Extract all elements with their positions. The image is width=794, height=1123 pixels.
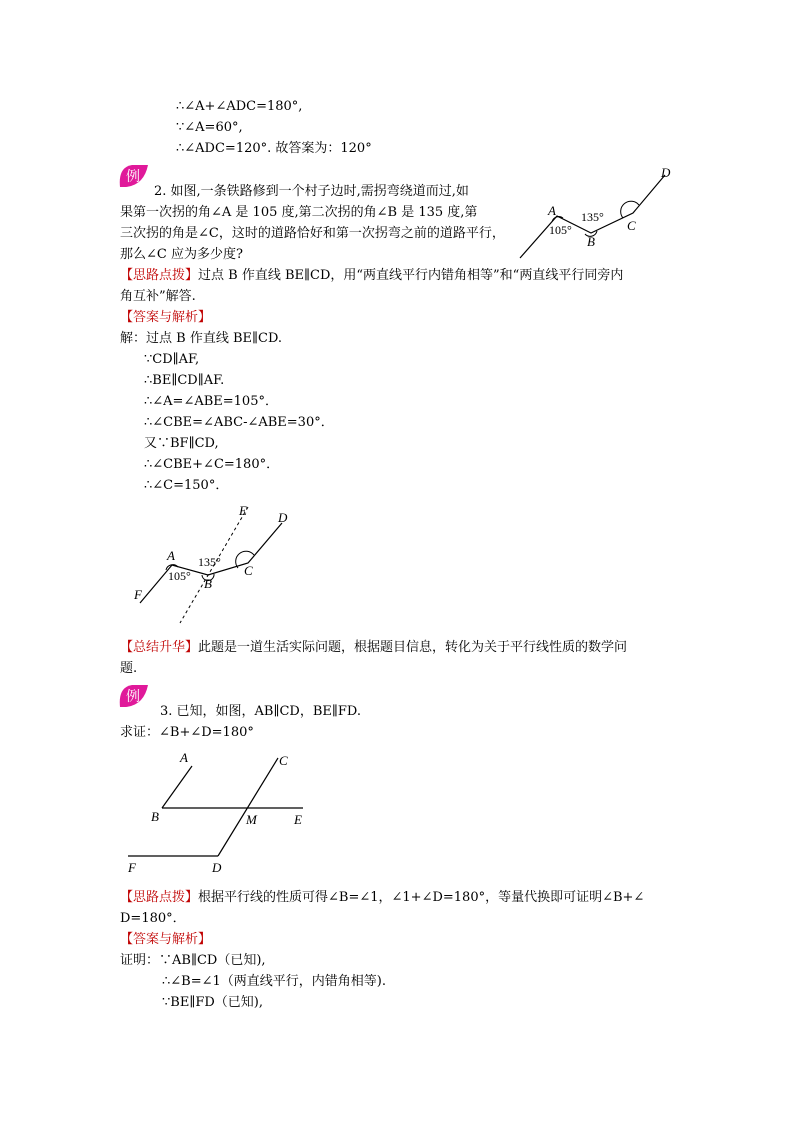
ex2-answer-tag: 【答案与解析】 [120,310,212,325]
ex2-hint: 【思路点拨】过点 B 作直线 BE∥CD，用“两直线平行内错角相等”和“两直线平行同旁内 [120,268,624,283]
ex2-question-line-2: 果第一次拐的角∠A 是 105 度,第二次拐的角∠B 是 135 度,第 [120,205,478,220]
top-line-1: ∴∠A+∠ADC=180°, [176,99,303,114]
ex2-sol-line-1: 解：过点 B 作直线 BE∥CD. [120,331,283,346]
ex3-proof-line-2: ∴∠B=∠1（两直线平行，内错角相等). [162,974,386,989]
ex2-hint-cont: 角互补”解答. [120,289,196,304]
ex2-sol-line-3: ∴BE∥CD∥AF. [144,373,225,388]
fig3-label-e: E [294,812,302,827]
ex2-question-line-4: 那么∠C 应为多少度? [120,247,243,262]
fig2-angle-b: 135° [198,555,221,569]
fig2-label-c: C [244,563,253,578]
fig3-label-b: B [151,809,159,824]
ex2-summary: 【总结升华】此题是一道生活实际问题，根据题目信息，转化为关于平行线性质的数学问 [120,640,628,655]
top-line-3: ∴∠ADC=120°. 故答案为：120° [176,141,372,156]
ex2-sol-line-8: ∴∠C=150°． [144,478,229,493]
ex2-sol-line-6: 又∵BF∥CD, [144,436,219,451]
ex3-question-line-1: 3. 已知，如图，AB∥CD，BE∥FD. [160,704,362,719]
figure-railway-bends [515,160,685,270]
ex2-sol-line-7: ∴∠CBE+∠C=180°． [144,457,280,472]
example-badge-icon [118,683,146,707]
fig1-angle-b: 135° [581,210,604,224]
ex3-hint: 【思路点拨】根据平行线的性质可得∠B=∠1，∠1+∠D=180°，等量代换即可证明∠B+∠ [120,890,645,905]
ex3-proof-line-1: 证明：∵AB∥CD（已知), [120,953,266,968]
fig3-label-a: A [180,750,188,765]
ex2-question-line-3: 三次拐的角是∠C，这时的道路恰好和第一次拐弯之前的道路平行， [120,226,505,241]
fig1-angle-a: 105° [549,223,572,237]
fig2-angle-a: 105° [168,569,191,583]
figure-parallel-lines [120,748,320,878]
top-line-2: ∵∠A=60°, [176,120,243,135]
example-badge-icon [118,163,146,187]
fig3-label-m: M [246,812,257,827]
fig3-label-f: F [128,860,136,875]
ex3-hint-cont: D=180°． [120,911,186,926]
fig3-label-c: C [279,753,288,768]
fig1-label-b: B [587,234,595,249]
fig2-label-a: A [167,548,175,563]
figure-railway-solution [130,505,300,630]
ex3-proof-line-3: ∵BE∥FD（已知), [162,995,263,1010]
hint-tag: 【思路点拨】 [120,268,199,283]
summary-tag: 【总结升华】 [120,640,199,655]
ex2-summary-cont: 题. [120,661,138,676]
fig2-label-b: B [204,576,212,591]
ex2-question-line-1: 2. 如图,一条铁路修到一个村子边时,需拐弯绕道而过,如 [154,184,469,199]
fig1-label-c: C [627,218,636,233]
svg-text:例: 例 [126,689,140,705]
hint-tag: 【思路点拨】 [120,890,199,905]
fig1-label-d: D [661,165,671,180]
fig2-label-f: F [134,587,142,602]
fig2-label-d: D [278,510,288,525]
fig1-label-a: A [548,203,556,218]
ex3-answer-tag: 【答案与解析】 [120,932,212,947]
svg-text:例: 例 [126,169,140,185]
ex2-sol-line-4: ∴∠A=∠ABE=105°． [144,394,278,409]
ex3-question-line-2: 求证：∠B+∠D=180° [120,725,254,740]
fig3-label-d: D [212,860,222,875]
ex2-sol-line-2: ∵CD∥AF, [144,352,200,367]
fig2-label-e: E [239,503,247,518]
ex2-sol-line-5: ∴∠CBE=∠ABC-∠ABE=30°． [144,415,334,430]
